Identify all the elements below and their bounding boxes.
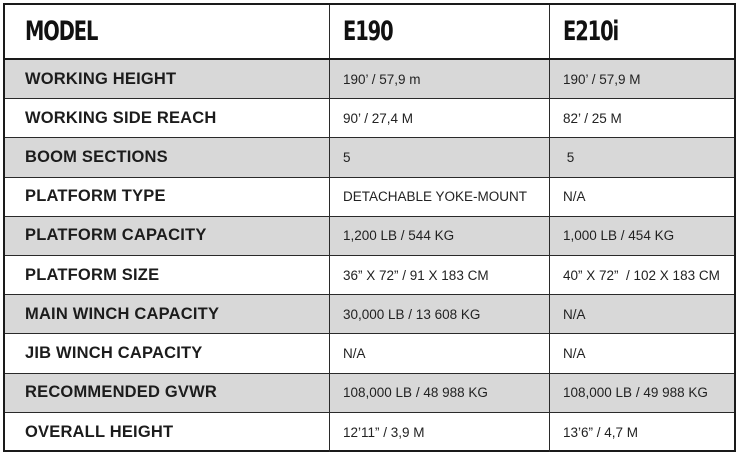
row-label: WORKING HEIGHT [5, 60, 330, 98]
row-value-e210i: N/A [563, 345, 586, 361]
row-value-e190: 5 [330, 138, 550, 176]
row-value-e210i: 82’ / 25 M [563, 110, 622, 126]
row-value-e210i: N/A [563, 189, 586, 205]
spec-comparison-table [3, 3, 736, 452]
row-label: OVERALL HEIGHT [5, 413, 330, 452]
row-value-e210i: 1,000 LB / 454 KG [563, 228, 675, 244]
row-label: MAIN WINCH CAPACITY [5, 295, 330, 333]
row-label: PLATFORM CAPACITY [5, 217, 330, 255]
header-e190 [330, 5, 550, 58]
row-value-e210i: 5 [563, 149, 575, 165]
table-row-overall-height [5, 413, 734, 452]
row-value-e190: 90’ / 27,4 M [330, 99, 550, 137]
row-value-e210i: 13’6” / 4,7 M [563, 424, 639, 440]
table-row-jib-winch-capacity [5, 334, 734, 373]
row-value-e190: N/A [330, 334, 550, 372]
row-value-e190: 190’ / 57,9 m [330, 60, 550, 98]
row-value-e190: 30,000 LB / 13 608 KG [330, 295, 550, 333]
row-value-e190: 12’11” / 3,9 M [330, 413, 550, 452]
header-model [5, 5, 330, 58]
header-e190-text: E190 [343, 16, 393, 47]
row-label: PLATFORM SIZE [5, 256, 330, 294]
row-value-e210i: 108,000 LB / 49 988 KG [563, 385, 708, 401]
row-label: PLATFORM TYPE [5, 178, 330, 216]
table-row-platform-size [5, 256, 734, 295]
row-value-e210i: N/A [563, 306, 586, 322]
row-value-e190: DETACHABLE YOKE-MOUNT [330, 178, 550, 216]
row-value-e190: 1,200 LB / 544 KG [330, 217, 550, 255]
table-row-working-height [5, 60, 734, 99]
row-value-e210i: 190’ / 57,9 M [563, 71, 641, 87]
table-row-boom-sections [5, 138, 734, 177]
table-row-platform-type [5, 178, 734, 217]
header-e210i-text: E210i [563, 16, 619, 47]
table-row-main-winch-capacity [5, 295, 734, 334]
row-value-e190: 36” X 72” / 91 X 183 CM [330, 256, 550, 294]
row-value-e190: 108,000 LB / 48 988 KG [330, 374, 550, 412]
header-e210i [550, 5, 734, 58]
table-header-row [5, 5, 734, 60]
row-label: RECOMMENDED GVWR [5, 374, 330, 412]
header-model-text: MODEL [25, 16, 98, 47]
row-label: BOOM SECTIONS [5, 138, 330, 176]
row-value-e210i: 40” X 72” / 102 X 183 CM [563, 267, 720, 283]
row-label: JIB WINCH CAPACITY [5, 334, 330, 372]
table-row-working-side-reach [5, 99, 734, 138]
table-row-recommended-gvwr [5, 374, 734, 413]
row-label: WORKING SIDE REACH [5, 99, 330, 137]
table-row-platform-capacity [5, 217, 734, 256]
